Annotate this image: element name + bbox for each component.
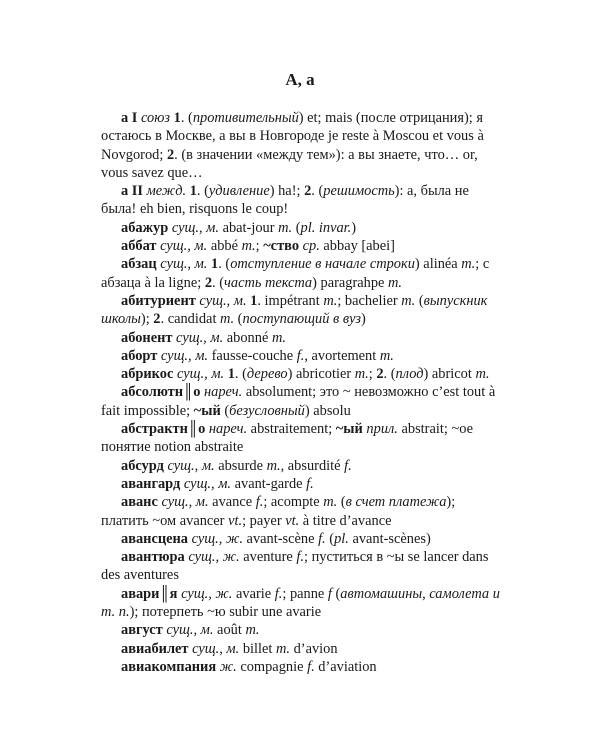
entry-text: . ( [196,183,209,200]
grammar-label: сущ., ж. [191,530,243,547]
grammar-label: m. [276,640,290,657]
entry-text: ) paragrahpe [312,274,389,291]
entry-text: ); платить ~ом avancer [101,494,456,529]
dictionary-entry [101,530,500,548]
grammar-label: f. [296,549,304,566]
entry-text: . ( [212,274,225,291]
entry-text: ) [351,219,357,236]
grammar-label: m. [388,274,403,291]
grammar-label: сущ., м. [167,457,215,474]
grammar-label: противительный [192,110,299,126]
grammar-label: ср. [302,238,320,255]
entry-text: avance [208,494,256,511]
entry-text: . ( [234,366,247,383]
grammar-label: m. [241,238,256,255]
entry-text: ( [234,311,243,328]
headword: а I [121,110,138,126]
entry-text: . ( [218,256,231,273]
entry-text: ; payer [242,512,286,529]
headword: абрикос [121,366,174,383]
entry-text: ( [331,585,341,602]
grammar-label: межд. [146,183,187,200]
entry-text: billet [239,640,276,657]
dictionary-entry [101,493,500,530]
headword: аванс [121,494,158,511]
bold-marker: ~ый [335,421,363,438]
dictionary-entry [101,621,500,639]
grammar-label: плод [395,366,424,383]
grammar-label: pl. invar. [300,219,352,236]
grammar-label: сущ., м. [160,238,208,255]
grammar-label: сущ., м. [192,640,240,657]
entry-text: , absurdité [280,457,345,474]
entry-text: . impétrant [257,292,324,309]
headword: аббат [121,238,157,255]
headword: абзац [121,256,157,273]
bold-marker: 2 [166,146,175,163]
entry-text: aventure [239,549,297,566]
entry-text: . ( [383,366,396,383]
entry-list [101,109,500,676]
dictionary-entry [101,347,500,365]
grammar-label: поступающий в вуз [242,311,361,328]
grammar-label: m. [475,366,490,383]
dictionary-entry [101,182,500,219]
bold-marker: ~ый [193,402,221,419]
grammar-label: решимость [323,183,395,200]
grammar-label: удивление [208,183,270,200]
bold-marker: 2 [204,274,213,291]
entry-text: ; [368,366,377,383]
headword: авангард [121,475,181,492]
grammar-label: m. [401,292,416,309]
grammar-label: дерево [246,366,288,383]
grammar-label: m. [323,494,338,511]
entry-text: ; bachelier [337,292,402,309]
headword: авантюра [121,549,185,566]
entry-text: absurde [214,457,267,474]
entry-text: ( [292,219,301,236]
headword: абсурд [121,457,164,474]
entry-text: avant-scènes) [348,530,431,547]
bold-marker: 1 [189,183,197,200]
entry-text: ): а, была не была! eh bien, risquons le coup! [101,183,469,218]
entry-text: ; пуститься в ~ы se lancer dans des aventures [101,549,489,584]
entry-text: abbay [abei] [319,238,395,255]
grammar-label: нареч. [208,421,248,438]
dictionary-entry [101,219,500,237]
bold-marker: 1 [227,366,235,383]
headword: аборт [121,347,158,364]
grammar-label: m. [379,347,394,364]
grammar-label: сущ., м. [171,219,219,236]
entry-text: , avortement [304,347,380,364]
dictionary-entry [101,237,500,255]
entry-text: abstrait; ~ое понятие notion abstraite [101,421,473,456]
entry-text: ( [220,402,230,419]
bold-marker: ~ство [263,238,300,255]
dictionary-entry [101,329,500,347]
grammar-label: m. [245,622,260,639]
grammar-label: отступление в начале строки [230,256,415,273]
headword: авиабилет [121,640,189,657]
entry-text: . (в значении «между тем»): а вы знаете, что… or, vous savez que… [101,146,478,181]
entry-text: ( [415,292,424,309]
grammar-label: m. [278,219,293,236]
dictionary-entry [101,292,500,329]
dictionary-entry [101,457,500,475]
grammar-label: f. [344,457,352,474]
entry-text: août [213,622,246,639]
bold-marker: 2 [376,366,384,383]
entry-text: abat-jour [218,219,279,236]
dictionary-entry [101,365,500,383]
entry-text: ); [140,311,154,328]
bold-marker: 1 [173,110,181,126]
headword: август [121,622,163,639]
entry-text: ; acompte [263,494,324,511]
entry-text: ( [337,494,346,511]
entry-text: avarie [232,585,275,602]
entry-text: . ( [311,183,324,200]
entry-text: ) abricotier [287,366,355,383]
entry-text: à titre d’avance [299,512,392,529]
grammar-label: нареч. [204,384,243,401]
entry-text: avant-garde [231,475,307,492]
entry-text: ; [255,238,264,255]
grammar-label: m. [323,292,338,309]
grammar-label: m. [266,457,281,474]
grammar-label: сущ., м. [183,475,232,492]
grammar-label: m. [271,329,286,346]
entry-text: ( [325,530,335,547]
grammar-label: f. [307,658,315,675]
dictionary-entry [101,475,500,493]
entry-text: . candidat [160,311,221,328]
grammar-label: pl. [334,530,349,547]
grammar-label: выпускник школы [101,292,488,328]
headword: авиакомпания [121,658,217,675]
grammar-label: m. [354,366,369,383]
entry-text: absolument; это ~ невозможно c’est tout à fait impossible; [101,384,496,419]
dictionary-entry [101,383,500,420]
entry-text: d’avion [290,640,338,657]
entry-text: compagnie [236,658,308,675]
entry-text: ; с абзаца à la ligne; [101,256,490,291]
dictionary-entry [101,548,500,585]
dictionary-entry [101,255,500,292]
dictionary-entry [101,109,500,182]
entry-text: ) abricot [423,366,476,383]
grammar-label: сущ., м. [160,256,208,273]
bold-marker: 2 [304,183,312,200]
entry-text: d’aviation [314,658,377,675]
grammar-label: f. [274,585,283,602]
entry-text: . ( [180,110,193,126]
grammar-label: сущ., ж. [188,549,240,566]
grammar-label: автомашины, самолета и т. п. [101,585,500,621]
section-heading: А, а [285,70,315,89]
entry-text: ) et; mais (после отрицания); я остаюсь в Москве, а вы в Новгороде je reste à Moscou et vous à Novgorod; [101,110,484,163]
grammar-label: m. [220,311,235,328]
entry-text: fausse-couche [208,347,297,364]
grammar-label: f. [255,494,264,511]
grammar-label: f. [306,475,314,492]
grammar-label: vt. [228,512,243,529]
entry-text: abstraitement; [247,421,336,438]
grammar-label: сущ., ж. [181,585,233,602]
bold-marker: 1 [211,256,219,273]
headword: абсолютн║о [121,384,201,401]
grammar-label: f. [318,530,326,547]
grammar-label: сущ., м. [160,347,209,364]
grammar-label: m. [461,256,476,273]
grammar-label: сущ., м. [176,329,224,346]
entry-text: ) absolu [304,402,351,419]
grammar-label: сущ., м. [166,622,214,639]
dictionary-entry [101,585,500,622]
entry-text: ) ha!; [269,183,305,200]
grammar-label: союз [141,110,171,126]
dictionary-entry [101,658,500,676]
headword: а II [121,183,143,200]
entry-text: abonné [223,329,272,346]
bold-marker: 2 [153,311,161,328]
grammar-label: сущ., м. [161,494,209,511]
entry-text: ); потерпеть ~ю subir une avarie [129,604,322,621]
dictionary-entry [101,640,500,658]
entry-text: abbé [207,238,242,255]
headword: абажур [121,219,169,236]
headword: абстрактн║о [121,421,206,438]
headword: абонент [121,329,173,346]
grammar-label: прил. [366,421,398,438]
grammar-label: часть текста [224,274,313,291]
entry-text: ) alinéa [414,256,462,273]
grammar-label: сущ., м. [176,366,225,383]
dictionary-entry [101,420,500,457]
grammar-label: ж. [219,658,237,675]
headword: авари║я [121,585,178,602]
grammar-label: vt. [285,512,300,529]
headword: авансцена [121,530,189,547]
grammar-label: f. [296,347,305,364]
grammar-label: сущ., м. [199,292,247,309]
grammar-label: безусловный [229,402,305,419]
entry-text: avant-scène [242,530,319,547]
headword: абитуриент [121,292,196,309]
grammar-label: в счет платежа [345,494,447,511]
grammar-label: f [327,585,332,602]
entry-text: ; panne [282,585,328,602]
entry-text: ) [360,311,366,328]
bold-marker: 1 [250,292,258,309]
